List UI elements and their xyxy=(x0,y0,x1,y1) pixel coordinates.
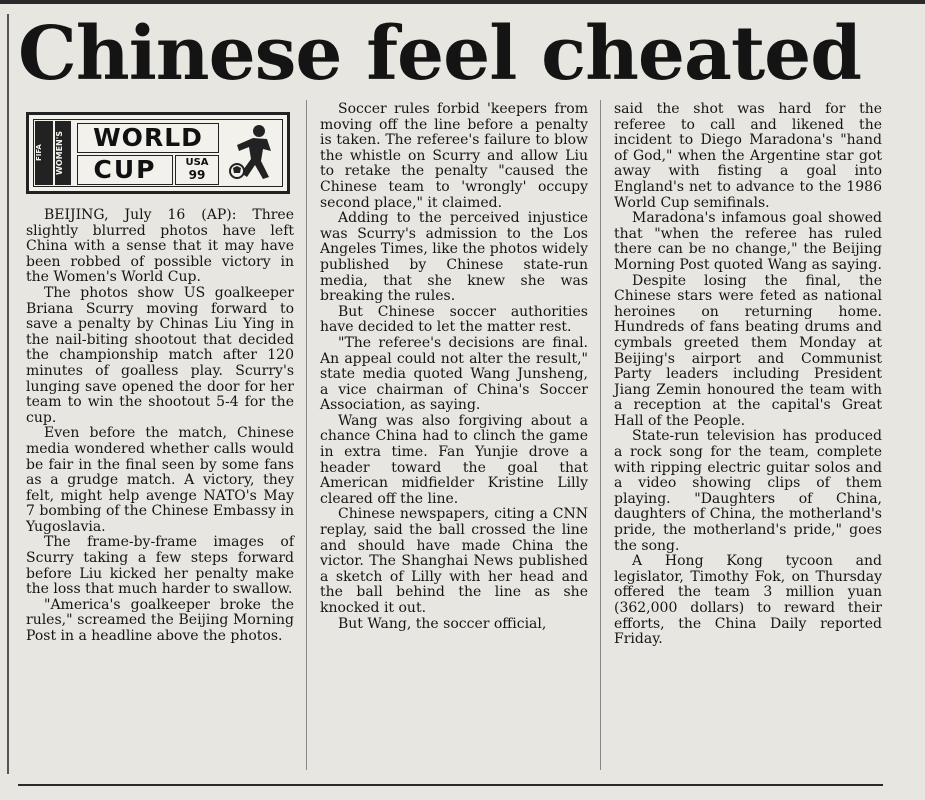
top-border xyxy=(0,0,925,4)
logo-cup-text: CUP xyxy=(77,155,173,185)
column-rule-2 xyxy=(600,100,601,770)
paragraph: "The referee's decisions are final. An appeal could not alter the result," state media quoted Wang Junsheng, a vice chairman of China's Soccer Association, as saying. xyxy=(320,334,588,414)
paragraph: BEIJING, July 16 (AP): Three slightly blurred photos have left China with a sense that it may have been robbed of possible victory in the Women's World Cup. xyxy=(26,207,294,286)
logo-usa99 xyxy=(175,155,219,185)
logo-usa-text: USA xyxy=(185,157,209,168)
paragraph: Even before the match, Chinese media wondered whether calls would be fair in the final seen by some fans as a grudge match. A victory, they felt, might help avenge NATO's May 7 bombing of the Chinese Embassy in Yugoslavia. xyxy=(26,425,294,535)
paragraph: Maradona's infamous goal showed that "when the referee has ruled there can be no change," the Beijing Morning Post quoted Wang as saying. xyxy=(614,210,882,273)
paragraph: said the shot was hard for the referee to call and likened the incident to Diego Maradona's "hand of God," when the Argentine star got away with fisting a goal into England's net to advance to the 1986 World Cup semifinals. xyxy=(614,101,882,211)
logo-fifa-text: FIFA xyxy=(35,121,53,185)
logo-world-text: WORLD xyxy=(77,123,219,153)
article-column-1 xyxy=(26,208,294,645)
paragraph: Soccer rules forbid 'keepers from moving off the line before a penalty is taken. The referee's failure to blow the whistle on Scurry and allow Liu to retake the penalty "caused the Chinese team to 'wrongly' occupy second place," it claimed. xyxy=(320,101,588,211)
logo-year-text: 99 xyxy=(188,168,206,182)
column-rule-1 xyxy=(306,100,307,770)
paragraph: Chinese newspapers, citing a CNN replay, said the ball crossed the line and should have made China the victor. The Shanghai News published a sketch of Lilly with her head and the ball behind the line as she knocked it out. xyxy=(320,506,588,616)
article-column-2 xyxy=(320,102,588,632)
paragraph: The frame-by-frame images of Scurry taking a few steps forward before Liu kicked her penalty make the loss that much harder to swallow. xyxy=(26,534,294,598)
world-cup-logo xyxy=(26,112,290,194)
left-column-rule xyxy=(7,14,9,774)
soccer-player-icon xyxy=(223,121,283,185)
logo-womens-text: WOMEN'S xyxy=(55,121,71,185)
bottom-border xyxy=(18,784,883,786)
paragraph: Wang was also forgiving about a chance China had to clinch the game in extra time. Fan Yunjie drove a header toward the goal that American midfielder Kristine Lilly cleared off the line. xyxy=(320,412,588,507)
headline: Chinese feel cheated xyxy=(18,11,861,97)
paragraph: State-run television has produced a rock song for the team, complete with ripping electric guitar solos and a video showing clips of them playing. "Daughters of China, daughters of China, the motherland's pride, the motherland's pride," goes the song. xyxy=(614,428,882,554)
paragraph: The photos show US goalkeeper Briana Scurry moving forward to save a penalty by Chinas Liu Ying in the nail-biting shootout that decided the championship match after 120 minutes of goalless play. Scurry's lunging save opened the door for her team to win the shootout 5-4 for the cup. xyxy=(26,284,294,426)
paragraph: A Hong Kong tycoon and legislator, Timothy Fok, on Thursday offered the team 3 million yuan (362,000 dollars) to reward their efforts, the China Daily reported Friday. xyxy=(614,553,882,648)
paragraph: "America's goalkeeper broke the rules," screamed the Beijing Morning Post in a headline above the photos. xyxy=(26,596,294,645)
paragraph: But Chinese soccer authorities have decided to let the matter rest. xyxy=(320,303,588,336)
paragraph: Despite losing the final, the Chinese stars were feted as national heroines on returning home. Hundreds of fans beating drums and cymbals greeted them Monday at Beijing's airport and Communist Party leaders including President Jiang Zemin honoured the team with a reception at the capital's Great Hall of the People. xyxy=(614,272,882,429)
article-column-3 xyxy=(614,102,882,648)
paragraph: But Wang, the soccer official, xyxy=(338,615,547,632)
paragraph: Adding to the perceived injustice was Scurry's admission to the Los Angeles Times, like the photos widely published by Chinese state-run media, that she knew she was breaking the rules. xyxy=(320,210,588,305)
